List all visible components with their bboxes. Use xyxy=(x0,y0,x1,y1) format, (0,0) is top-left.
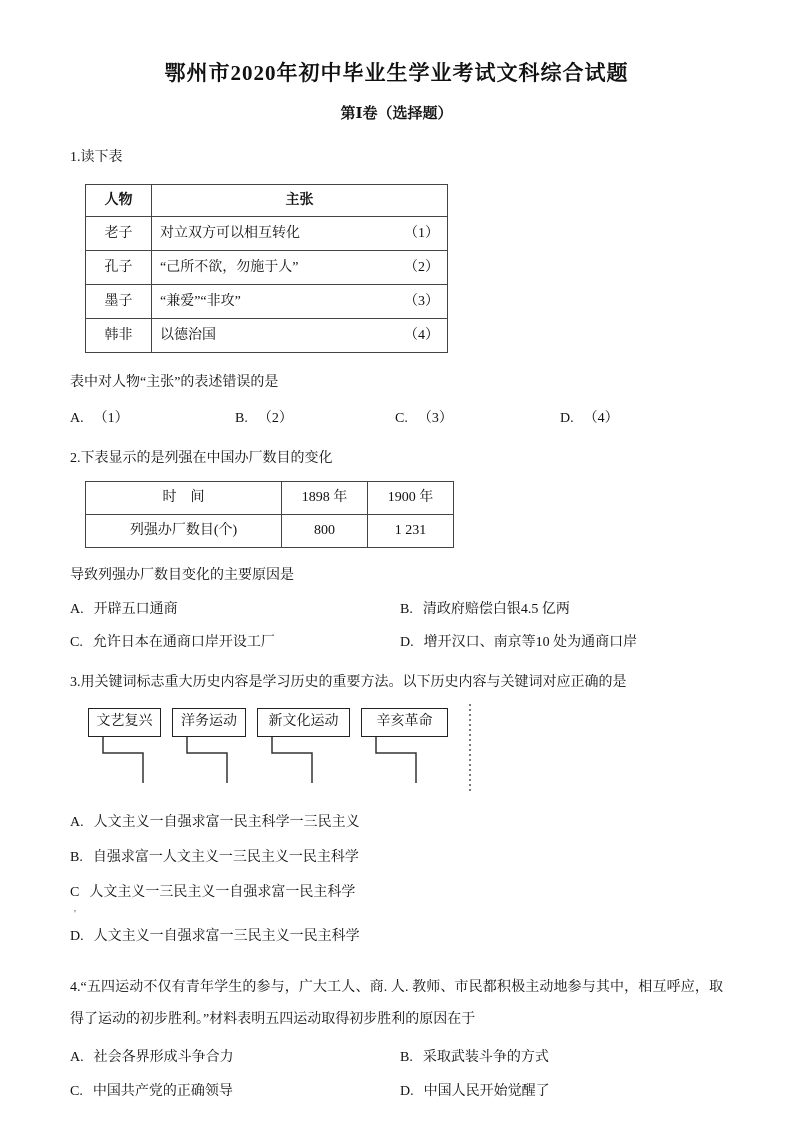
page-title: 鄂州市2020年初中毕业生学业考试文科综合试题 xyxy=(164,61,629,85)
option-label: C xyxy=(70,885,80,901)
option-text: 社会各界形成斗争合力 xyxy=(93,1050,234,1066)
option-text: 自强求富一人文主义一三民主义一民主科学 xyxy=(92,849,359,865)
option-d xyxy=(400,1082,723,1102)
person-cell: 孔子 xyxy=(86,251,152,285)
table-row xyxy=(86,285,448,319)
table-row xyxy=(86,319,448,353)
option-label: B. xyxy=(400,1050,413,1066)
option-b xyxy=(70,848,723,868)
question-2-text: 导致列强办厂数目变化的主要原因是 xyxy=(70,568,294,584)
option-label: D. xyxy=(400,1084,414,1100)
claim-number: （2） xyxy=(404,259,439,275)
option-a xyxy=(70,600,400,620)
option-d xyxy=(400,633,723,653)
claim-number: （3） xyxy=(404,293,439,309)
option-text: 中国共产党的正确领导 xyxy=(92,1084,233,1100)
option-label: A. xyxy=(70,410,84,426)
claim-text: “兼爱”“非攻” xyxy=(160,293,241,309)
option-b xyxy=(400,1048,723,1068)
claim-text: 以德治国 xyxy=(160,327,216,343)
question-3-options xyxy=(70,813,723,948)
claim-number: （4） xyxy=(404,327,439,343)
option-c xyxy=(70,633,400,653)
q1-table xyxy=(85,184,448,353)
question-1-stem: 1.读下表 xyxy=(70,150,123,166)
table-row xyxy=(86,482,454,515)
option-b xyxy=(400,600,723,620)
question-2-options xyxy=(70,600,723,654)
claim-cell xyxy=(152,285,448,319)
option-d xyxy=(560,409,619,429)
stray-mark: ' xyxy=(74,908,76,921)
option-text: 人文主义一自强求富一民主科学一三民主义 xyxy=(93,814,360,830)
question-4-stem: 4.“五四运动不仅有青年学生的参与，广大工人、商. 人. 教师、市民都积极主动地参与其中，相互呼应，取得了运动的初步胜利。”材料表明五四运动取得初步胜利的原因在于 xyxy=(70,979,723,1027)
keyword-box: 新文化运动 xyxy=(257,708,350,737)
question-4 xyxy=(70,972,723,1103)
option-text: （3） xyxy=(417,410,453,426)
question-3 xyxy=(70,673,723,947)
option-a xyxy=(70,409,235,429)
option-c xyxy=(395,409,560,429)
option-label: D. xyxy=(560,410,574,426)
option-a xyxy=(70,1048,400,1068)
option-text: 中国人民开始觉醒了 xyxy=(423,1084,550,1100)
person-cell: 韩非 xyxy=(86,319,152,353)
option-label: C. xyxy=(70,1084,83,1100)
option-text: 人文主义一自强求富一三民主义一民主科学 xyxy=(93,929,360,945)
question-2 xyxy=(70,449,723,653)
time-header-cell: 时 间 xyxy=(86,482,282,515)
option-label: B. xyxy=(235,410,248,426)
year-cell: 1900 年 xyxy=(368,482,454,515)
claim-cell xyxy=(152,217,448,251)
option-b xyxy=(235,409,395,429)
question-1-options xyxy=(70,409,723,429)
option-text: （2） xyxy=(257,410,293,426)
person-cell: 墨子 xyxy=(86,285,152,319)
table-header-person: 人物 xyxy=(86,185,152,217)
option-text: 采取武装斗争的方式 xyxy=(422,1050,549,1066)
option-label: A. xyxy=(70,1050,84,1066)
year-cell: 1898 年 xyxy=(282,482,368,515)
table-row xyxy=(86,251,448,285)
option-label: A. xyxy=(70,814,84,830)
table-row xyxy=(86,217,448,251)
table-header-row xyxy=(86,185,448,217)
claim-cell xyxy=(152,319,448,353)
question-1 xyxy=(70,148,723,429)
claim-text: 对立双方可以相互转化 xyxy=(160,225,300,241)
option-text: 开辟五口通商 xyxy=(93,601,178,617)
question-1-text: 表中对人物“主张”的表述错误的是 xyxy=(70,375,279,391)
option-label: D. xyxy=(70,929,84,945)
option-text: 清政府赔偿白银4.5 亿两 xyxy=(422,601,570,617)
keyword-box: 文艺复兴 xyxy=(88,708,161,737)
option-label: A. xyxy=(70,601,84,617)
option-label: D. xyxy=(400,634,414,650)
option-label: C. xyxy=(70,634,83,650)
table-row xyxy=(86,515,454,548)
option-text: （1） xyxy=(93,410,129,426)
question-4-options xyxy=(70,1048,723,1103)
count-cell: 1 231 xyxy=(368,515,454,548)
option-label: B. xyxy=(70,849,83,865)
keyword-box: 洋务运动 xyxy=(172,708,246,737)
option-text: 人文主义一三民主义一自强求富一民主科学 xyxy=(89,885,356,901)
question-2-stem: 2.下表显示的是列强在中国办厂数目的变化 xyxy=(70,451,333,467)
keyword-box: 辛亥革命 xyxy=(361,708,448,737)
question-3-stem: 3.用关键词标志重大历史内容是学习历史的重要方法。以下历史内容与关键词对应正确的是 xyxy=(70,675,627,691)
option-c xyxy=(70,883,723,903)
keyword-diagram xyxy=(70,702,723,798)
option-d xyxy=(70,927,723,947)
option-text: 允许日本在通商口岸开设工厂 xyxy=(92,634,275,650)
option-text: （4） xyxy=(583,410,619,426)
q2-table xyxy=(85,481,454,548)
table-header-claim: 主张 xyxy=(152,185,448,217)
option-c xyxy=(70,1082,400,1102)
option-a xyxy=(70,813,723,833)
claim-number: （1） xyxy=(404,225,439,241)
claim-cell xyxy=(152,251,448,285)
factory-label-cell: 列强办厂数目(个) xyxy=(86,515,282,548)
option-text: 增开汉口、南京等10 处为通商口岸 xyxy=(423,634,638,650)
option-label: B. xyxy=(400,601,413,617)
claim-text: “己所不欲，勿施于人” xyxy=(160,259,299,275)
person-cell: 老子 xyxy=(86,217,152,251)
count-cell: 800 xyxy=(282,515,368,548)
option-label: C. xyxy=(395,410,408,426)
section-title: 第Ⅰ卷（选择题） xyxy=(340,106,453,123)
